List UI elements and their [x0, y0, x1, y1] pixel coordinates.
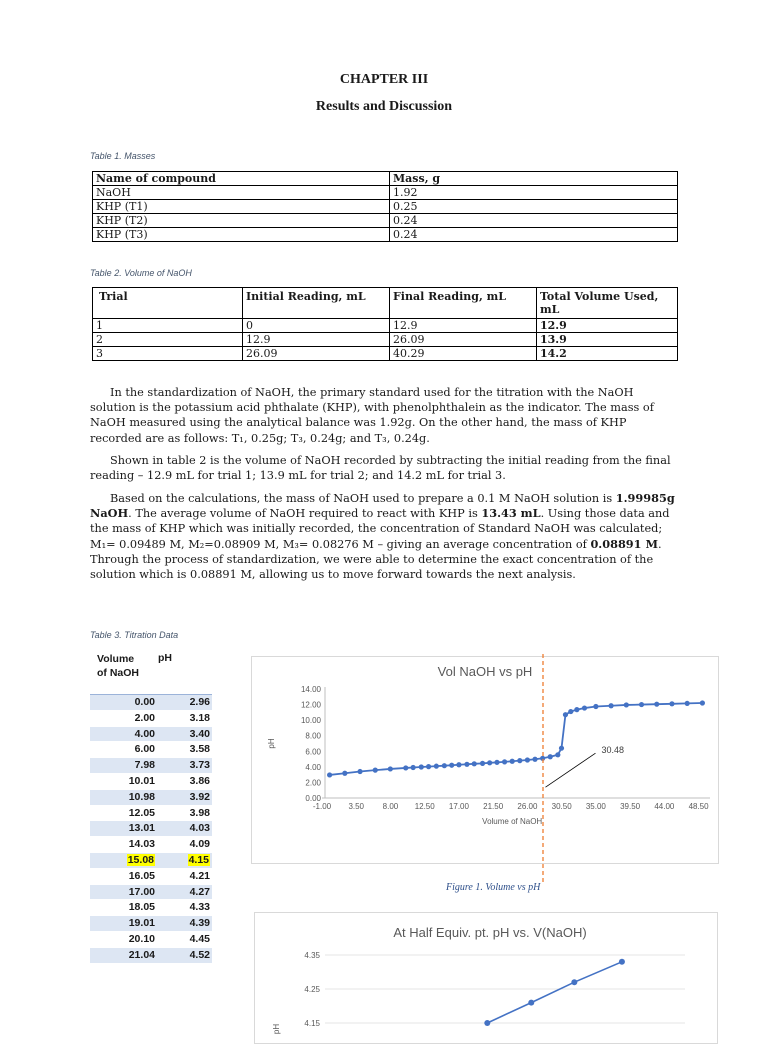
data-point: [456, 762, 461, 767]
ph-cell: [155, 916, 210, 931]
ph-cell: [155, 727, 210, 742]
data-point: [419, 764, 424, 769]
ph-cell: [155, 885, 210, 900]
table-cell: 0.25: [390, 200, 678, 214]
table-header-cell: Mass, g: [390, 172, 678, 186]
data-point: [510, 759, 515, 764]
table-cell: 0.24: [390, 228, 678, 242]
cell-text: 3.92: [189, 790, 210, 803]
table-row: [93, 319, 678, 333]
data-point: [563, 712, 568, 717]
cell-text: 17.00: [128, 885, 155, 898]
chapter-title: CHAPTER III: [339, 72, 429, 87]
table-header-cell: Volume of NaOH: [97, 653, 139, 679]
cell-text: 21.04: [128, 948, 155, 961]
table-row: [90, 821, 212, 837]
ph-cell: [155, 932, 210, 947]
volume-cell: [90, 821, 155, 836]
table-row: [93, 186, 678, 200]
text-span: . Using those data and the mass of KHP which was initially recorded, the concentration of Standard NaOH was calculated; M₁= 0.09489 M, M₂=0.08909 M, M₃= 0.08276 M – giving an average concentration of: [90, 507, 670, 551]
table-body: [90, 695, 212, 964]
y-axis-label: pH: [267, 738, 276, 749]
text-span: Based on the calculations, the mass of NaOH used to prepare a 0.1 M NaOH solution is: [110, 492, 616, 505]
data-point: [571, 979, 577, 985]
table-header-row: [93, 172, 678, 186]
volume-cell: [90, 916, 155, 931]
table-header-cell: Name of compound: [93, 172, 390, 186]
x-tick-label: 48.50: [688, 802, 709, 811]
ph-cell: [155, 869, 210, 884]
volume-cell: [90, 806, 155, 821]
cell-text: 18.05: [128, 901, 155, 914]
data-point: [624, 702, 629, 707]
x-tick-label: 17.00: [448, 802, 469, 811]
series-line: [330, 703, 703, 775]
table3-caption: Table 3. Titration Data: [90, 630, 179, 640]
ph-cell: [155, 806, 210, 821]
data-point: [593, 704, 598, 709]
series-line: [487, 962, 622, 1023]
bold-value: 0.08891 M: [590, 536, 658, 551]
ph-cell: [155, 900, 210, 915]
chart-title: Vol NaOH vs pH: [437, 664, 533, 679]
table-row: [90, 916, 212, 932]
section-title: Results and Discussion: [315, 99, 453, 114]
table-cell: 12.9: [390, 319, 537, 333]
y-tick-label: 8.00: [305, 731, 321, 741]
data-point: [669, 701, 674, 706]
cell-text: 3.40: [189, 727, 210, 740]
figure1-caption: Figure 1. Volume vs pH: [446, 882, 541, 893]
cell-text: 20.10: [128, 932, 155, 945]
data-point: [555, 752, 560, 757]
x-tick-label: 30.50: [551, 802, 572, 811]
table-cell: 40.29: [390, 347, 537, 361]
data-point: [403, 765, 408, 770]
table-cell: KHP (T1): [93, 200, 390, 214]
data-point: [342, 771, 347, 776]
cell-text: 10.98: [128, 790, 155, 803]
table-row: [93, 214, 678, 228]
table-row: [90, 900, 212, 916]
data-point: [685, 701, 690, 706]
cell-text: 14.03: [128, 838, 155, 851]
volume-cell: [90, 837, 155, 852]
table-cell: 13.9: [537, 333, 678, 347]
table-row: [90, 727, 212, 743]
data-point: [517, 758, 522, 763]
table-row: [93, 200, 678, 214]
data-point: [494, 760, 499, 765]
table1-caption: Table 1. Masses: [90, 151, 156, 161]
table-cell: 1.92: [390, 186, 678, 200]
text-span: . The average volume of NaOH required to react with KHP is: [128, 507, 482, 521]
table-row: [90, 790, 212, 806]
table-row: [90, 885, 212, 901]
cell-text: 12.05: [128, 806, 155, 819]
volume-cell: [90, 742, 155, 757]
data-point: [548, 754, 553, 759]
x-tick-label: 21.50: [483, 802, 504, 811]
paragraph-standardization: In the standardization of NaOH, the primary standard used for the titration with the NaOH solution is the potassium acid phthalate (KHP), with phenolphthalein as the indicator. The mass of NaOH measured using the analytical balance was 1.92g. On the other hand, the mass of KHP recorded are as follows: T₁, 0.25g; T₃, 0.24g; and T₃, 0.24g.: [90, 386, 654, 445]
data-point: [654, 702, 659, 707]
bold-value: 1.99985g NaOH: [90, 491, 675, 521]
ph-cell: [155, 758, 210, 773]
data-point: [502, 759, 507, 764]
cell-text: 3.18: [189, 711, 210, 724]
masses-table: [92, 171, 678, 242]
cell-text: 4.45: [189, 932, 210, 945]
cell-text: 13.01: [128, 822, 155, 835]
cell-text: 3.98: [189, 806, 210, 819]
table-header-row: [90, 650, 212, 694]
data-point: [528, 1000, 534, 1006]
data-point: [532, 757, 537, 762]
ph-cell: [155, 790, 210, 805]
y-tick-label: 12.00: [300, 700, 321, 710]
y-tick-label: 0.00: [305, 794, 321, 803]
cell-text: 3.73: [189, 759, 210, 772]
table-header-cell: Final Reading, mL: [390, 288, 537, 319]
ph-cell: [155, 695, 210, 710]
volume-cell: [90, 790, 155, 805]
y-tick-label: 6.00: [305, 747, 321, 757]
x-tick-label: 39.50: [620, 802, 641, 811]
volume-cell: [90, 695, 155, 710]
data-point: [484, 1020, 490, 1026]
volume-cell: [90, 932, 155, 947]
table-row: [90, 742, 212, 758]
x-tick-label: 3.50: [348, 802, 365, 811]
table-row: [90, 758, 212, 774]
data-point: [480, 761, 485, 766]
table-row: [93, 228, 678, 242]
cell-text: 2.96: [189, 696, 210, 708]
x-tick-label: 35.00: [585, 802, 606, 811]
volume-cell: [90, 711, 155, 726]
data-point: [700, 700, 705, 705]
volume-cell: [90, 885, 155, 900]
table-cell: 2: [93, 333, 243, 347]
volume-cell: [90, 727, 155, 742]
y-axis-label: pH: [272, 1023, 281, 1035]
table-cell: KHP (T2): [93, 214, 390, 228]
cell-text: 4.33: [189, 901, 210, 914]
data-point: [426, 764, 431, 769]
cell-text: 4.09: [189, 838, 210, 851]
cell-text: 6.00: [134, 743, 155, 756]
cell-text: 16.05: [128, 869, 155, 882]
table-row: [90, 948, 212, 964]
table-row: [90, 695, 212, 711]
y-tick-label: 4.35: [304, 951, 320, 960]
ph-cell: [155, 837, 210, 852]
x-tick-label: -1.00: [312, 802, 332, 811]
ph-cell: [155, 948, 210, 963]
y-tick-label: 4.15: [304, 1019, 320, 1028]
data-point: [449, 763, 454, 768]
data-point: [442, 763, 447, 768]
table-row: [90, 806, 212, 822]
text-span: . Through the process of standardization, we were able to determine the exact concentration of the solution which is 0.08891 M, allowing us to move forward towards the next analysis.: [90, 537, 662, 582]
table-row: [90, 711, 212, 727]
data-point: [464, 762, 469, 767]
cell-text: 3.86: [189, 774, 210, 787]
table-cell: 26.09: [243, 347, 390, 361]
volume-cell: [90, 774, 155, 789]
x-tick-label: 8.00: [382, 802, 399, 811]
volume-cell: [90, 948, 155, 963]
ph-cell: [155, 821, 210, 836]
bold-value: 13.43 mL: [481, 506, 541, 521]
chart-title: At Half Equiv. pt. pH vs. V(NaOH): [393, 925, 587, 940]
table-header-cell: Total Volume Used, mL: [537, 288, 678, 319]
volume-cell: [90, 853, 155, 868]
paragraph-table2: Shown in table 2 is the volume of NaOH recorded by subtracting the initial reading from the final reading – 12.9 mL for trial 1; 13.9 mL for trial 2; and 14.2 mL for trial 3.: [90, 454, 671, 483]
table-cell: 1: [93, 319, 243, 333]
equivalence-marker-line: [538, 654, 548, 884]
table-cell: KHP (T3): [93, 228, 390, 242]
cell-text: 4.39: [189, 917, 210, 930]
cell-text: 4.03: [189, 822, 210, 835]
y-tick-label: 4.00: [305, 762, 321, 772]
data-point: [357, 769, 362, 774]
cell-text: 7.98: [134, 759, 155, 772]
cell-text: 10.01: [128, 774, 155, 787]
data-point: [373, 768, 378, 773]
cell-text: 15.08: [127, 853, 154, 866]
data-point: [639, 702, 644, 707]
table-row: [90, 774, 212, 790]
data-point: [472, 761, 477, 766]
cell-text: 2.00: [134, 711, 155, 724]
table-row: [90, 869, 212, 885]
data-point: [411, 765, 416, 770]
table-cell: 3: [93, 347, 243, 361]
table-row: [93, 347, 678, 361]
data-point: [388, 766, 393, 771]
annotation-label: 30.48: [601, 745, 625, 756]
data-point: [574, 707, 579, 712]
ph-cell: [155, 742, 210, 757]
table-header-cell: Initial Reading, mL: [243, 288, 390, 319]
data-point: [525, 757, 530, 762]
chart-svg: [252, 657, 718, 863]
cell-text: 19.01: [128, 917, 155, 930]
table-cell: 12.9: [243, 333, 390, 347]
table-row: [90, 932, 212, 948]
table-row: [90, 837, 212, 853]
data-point: [582, 705, 587, 710]
cell-text: 4.00: [134, 727, 155, 740]
data-point: [487, 760, 492, 765]
table-cell: 26.09: [390, 333, 537, 347]
table-row: [93, 333, 678, 347]
volume-table: [92, 287, 678, 361]
table2-caption: Table 2. Volume of NaOH: [90, 268, 192, 278]
data-point: [559, 746, 564, 751]
data-point: [608, 703, 613, 708]
volume-cell: [90, 758, 155, 773]
annotation-leader: [545, 753, 595, 787]
table-header-cell: Trial: [93, 288, 243, 319]
data-point: [568, 709, 573, 714]
x-axis-label: Volume of NaOH: [482, 817, 543, 826]
table-cell: 0.24: [390, 214, 678, 228]
table-row: [90, 853, 212, 869]
x-tick-label: 12.50: [414, 802, 435, 811]
data-point: [434, 764, 439, 769]
cell-text: 3.58: [189, 743, 210, 756]
cell-text: 4.52: [189, 948, 210, 961]
data-point: [327, 772, 332, 777]
cell-text: 4.21: [189, 869, 210, 882]
y-tick-label: 4.25: [304, 985, 320, 994]
table-cell: NaOH: [93, 186, 390, 200]
table-cell: 0: [243, 319, 390, 333]
titration-table: [90, 650, 212, 964]
table-cell: 14.2: [537, 347, 678, 361]
chart-volume-vs-ph: [251, 656, 719, 864]
chart-half-equivalence: [254, 912, 718, 1044]
ph-cell: [155, 853, 210, 868]
table-header-cell: pH: [158, 652, 172, 664]
cell-text: 4.27: [189, 885, 210, 898]
x-tick-label: 44.00: [654, 802, 675, 811]
x-tick-label: 26.00: [517, 802, 538, 811]
volume-cell: [90, 869, 155, 884]
cell-text: 0.00: [134, 696, 155, 708]
paragraph-calculations: [90, 491, 680, 582]
table-cell: 12.9: [537, 319, 678, 333]
ph-cell: [155, 711, 210, 726]
cell-text: 4.15: [188, 853, 209, 866]
y-tick-label: 10.00: [300, 716, 321, 726]
table-header-row: [93, 288, 678, 319]
y-tick-label: 14.00: [300, 685, 321, 694]
y-tick-label: 2.00: [305, 778, 321, 788]
data-point: [619, 959, 625, 965]
ph-cell: [155, 774, 210, 789]
volume-cell: [90, 900, 155, 915]
